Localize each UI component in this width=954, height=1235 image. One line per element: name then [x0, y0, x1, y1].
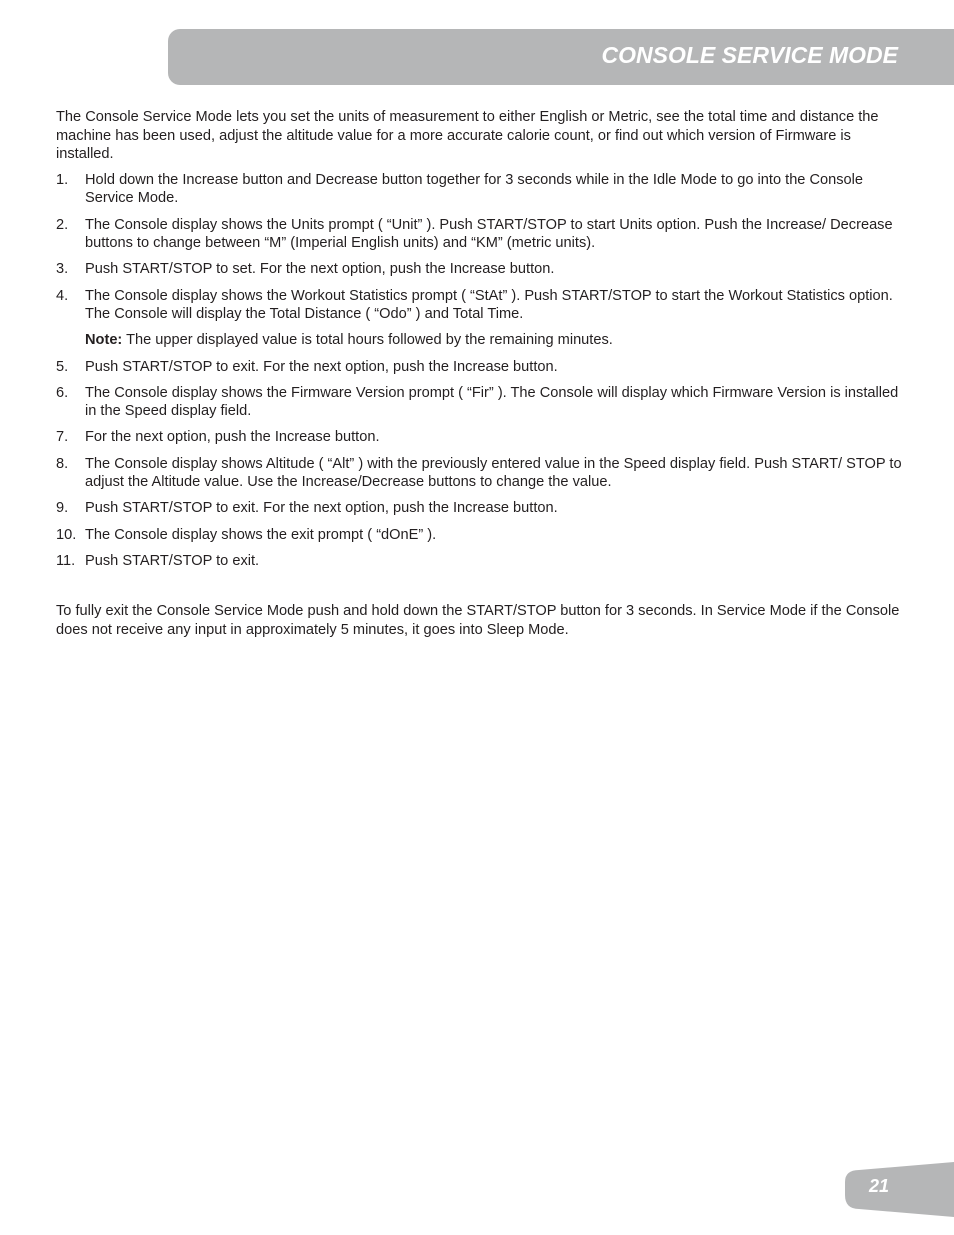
- list-item: [56, 499, 902, 518]
- step-number: 7.: [56, 429, 69, 446]
- list-item: [56, 216, 902, 253]
- page-number: 21: [869, 1176, 890, 1196]
- step-text: Push START/STOP to set. For the next option, push the Increase button.: [85, 261, 555, 278]
- note-paragraph: [85, 331, 902, 350]
- steps-list: [56, 171, 902, 324]
- step-text: The Console display shows the exit prompt ( “dOnE” ).: [85, 526, 437, 543]
- steps-list-continued: [56, 358, 902, 571]
- step-text: For the next option, push the Increase button.: [85, 429, 380, 446]
- step-number: 5.: [56, 358, 69, 375]
- list-item: [56, 358, 902, 377]
- step-text: The Console display shows the Workout Statistics prompt ( “StAt” ). Push START/STOP to start the Workout Statistics option. The Console will display the Total Distance ( “Odo” ) and Total Time.: [85, 287, 893, 323]
- step-number: 3.: [56, 261, 69, 278]
- step-number: 4.: [56, 287, 69, 304]
- step-number: 6.: [56, 384, 69, 401]
- step-text: Push START/STOP to exit. For the next option, push the Increase button.: [85, 358, 558, 375]
- step-number: 9.: [56, 500, 69, 517]
- page-tab-shape: [845, 1160, 954, 1217]
- list-item: [56, 552, 902, 571]
- step-number: 11.: [56, 552, 76, 569]
- list-item: [56, 428, 902, 447]
- step-number: 8.: [56, 455, 69, 472]
- step-number: 2.: [56, 216, 69, 233]
- step-text: The Console display shows Altitude ( “Alt” ) with the previously entered value in the Speed display field. Push START/ STOP to adjust the Altitude value. Use the Increase/Decrease buttons to change the value.: [85, 455, 902, 491]
- document-body: [56, 108, 902, 640]
- intro-paragraph: The Console Service Mode lets you set the units of measurement to either English or Metric, see the total time and distance the machine has been used, adjust the altitude value for a more accurate calorie count, or find out which version of Firmware is installed.: [56, 109, 879, 163]
- note-text: The upper displayed value is total hours followed by the remaining minutes.: [122, 332, 613, 349]
- note-label: Note:: [85, 332, 123, 349]
- list-item: [56, 287, 902, 324]
- step-number: 1.: [56, 171, 69, 188]
- step-text: The Console display shows the Firmware Version prompt ( “Fir” ). The Console will display which Firmware Version is installed in the Speed display field.: [85, 384, 899, 420]
- list-item: [56, 260, 902, 279]
- step-text: The Console display shows the Units prompt ( “Unit” ). Push START/STOP to start Units option. Push the Increase/ Decrease buttons to change between “M” (Imperial English units) and “KM” (metric units).: [85, 216, 893, 252]
- step-text: Push START/STOP to exit. For the next option, push the Increase button.: [85, 500, 558, 517]
- list-item: [56, 455, 902, 492]
- closing-paragraph: To fully exit the Console Service Mode push and hold down the START/STOP button for 3 seconds. In Service Mode if the Console does not receive any input in approximately 5 minutes, it goes into Sleep Mode.: [56, 603, 900, 638]
- step-text: Hold down the Increase button and Decrease button together for 3 seconds while in the Idle Mode to go into the Console Service Mode.: [85, 171, 864, 207]
- list-item: [56, 384, 902, 421]
- page-title: CONSOLE SERVICE MODE: [601, 42, 898, 68]
- step-number: 10.: [56, 526, 77, 543]
- list-item: [56, 526, 902, 545]
- page-number-tab: [845, 1160, 954, 1217]
- header-bar: [168, 29, 954, 85]
- step-text: Push START/STOP to exit.: [85, 552, 260, 569]
- list-item: [56, 171, 902, 208]
